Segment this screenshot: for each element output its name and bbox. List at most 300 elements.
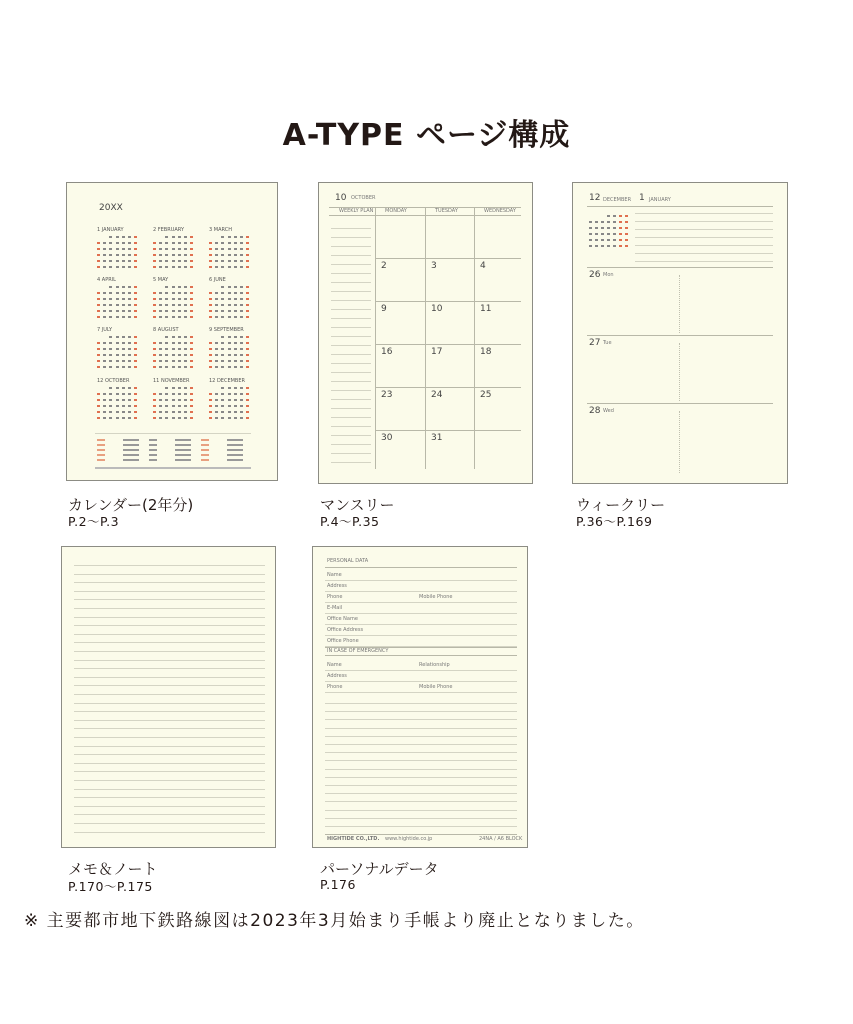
weekly-page-thumbnail [572, 182, 788, 484]
monthly-plan-line [331, 399, 371, 400]
calendar-month-label: 8 AUGUST [153, 327, 179, 333]
weekly-minical-day [619, 239, 622, 241]
calendar-day-mark [221, 354, 224, 356]
calendar-day-mark [165, 336, 168, 338]
monthly-plan-line [331, 345, 371, 346]
calendar-day-mark [178, 298, 181, 300]
calendar-day-mark [228, 405, 231, 407]
calendar-day-mark [246, 292, 249, 294]
calendar-day-mark [215, 292, 218, 294]
calendar-day-mark [221, 242, 224, 244]
calendar-day-mark [172, 348, 175, 350]
calendar-day-mark [116, 336, 119, 338]
personal-note-line [325, 736, 517, 737]
calendar-day-mark [221, 236, 224, 238]
calendar-day-mark [153, 405, 156, 407]
calendar-day-mark [209, 248, 212, 250]
personal-note-line [325, 818, 517, 819]
calendar-day-mark [153, 260, 156, 262]
calendar-day-mark [246, 387, 249, 389]
calendar-day-mark [109, 354, 112, 356]
weekly-minical-day [619, 215, 622, 217]
calendar-day-mark [234, 399, 237, 401]
calendar-day-mark [128, 405, 131, 407]
calendar-day-mark [103, 342, 106, 344]
calendar-day-mark [172, 399, 175, 401]
calendar-day-mark [221, 254, 224, 256]
calendar-day-mark [246, 236, 249, 238]
calendar-day-mark [97, 248, 100, 250]
weekly-minical-day [607, 227, 610, 229]
calendar-day-mark [97, 393, 100, 395]
calendar-day-mark [184, 417, 187, 419]
calendar-day-mark [172, 387, 175, 389]
calendar-day-mark [122, 342, 125, 344]
monthly-week-line [375, 301, 521, 302]
memo-line [74, 677, 265, 678]
calendar-day-mark [246, 286, 249, 288]
calendar-day-mark [103, 260, 106, 262]
weekly-head-right: 1 [639, 193, 645, 203]
calendar-day-mark [128, 236, 131, 238]
calendar-day-mark [215, 254, 218, 256]
calendar-day-mark [190, 242, 193, 244]
memo-line [74, 780, 265, 781]
calendar-day-mark [215, 360, 218, 362]
calendar-day-mark [240, 310, 243, 312]
calendar-day-mark [165, 387, 168, 389]
monthly-date: 3 [431, 261, 437, 271]
calendar-year: 20XX [99, 203, 123, 213]
weekly-minical-day [625, 245, 628, 247]
calendar-day-mark [103, 242, 106, 244]
calendar-day-mark [228, 399, 231, 401]
calendar-day-mark [209, 316, 212, 318]
calendar-day-mark [209, 360, 212, 362]
calendar-day-mark [172, 360, 175, 362]
calendar-day-mark [172, 242, 175, 244]
calendar-day-mark [184, 316, 187, 318]
calendar-day-mark [228, 304, 231, 306]
calendar-day-mark [215, 399, 218, 401]
personal-field-label: Phone [327, 594, 343, 600]
weekly-minical-day [613, 239, 616, 241]
calendar-day-mark [184, 266, 187, 268]
calendar-day-mark [159, 310, 162, 312]
weekly-minical-day [607, 215, 610, 217]
memo-line [74, 728, 265, 729]
calendar-day-mark [246, 304, 249, 306]
personal-field-line [325, 602, 517, 603]
calendar-day-mark [172, 310, 175, 312]
monthly-plan-line [331, 309, 371, 310]
calendar-day-mark [190, 316, 193, 318]
calendar-day-mark [128, 292, 131, 294]
calendar-holiday-mark [97, 454, 105, 456]
memo-line [74, 599, 265, 600]
calendar-holiday-mark [123, 444, 139, 446]
memo-line [74, 574, 265, 575]
calendar-day-mark [122, 304, 125, 306]
weekly-day-label: Wed [603, 408, 614, 414]
weekly-header-line [587, 206, 773, 207]
calendar-day-mark [97, 360, 100, 362]
weekly-minical-day [607, 239, 610, 241]
calendar-day-mark [128, 336, 131, 338]
memo-line [74, 694, 265, 695]
weekly-note-line [635, 213, 773, 214]
calendar-day-mark [103, 254, 106, 256]
weekly-minical-day [589, 239, 592, 241]
weekly-head-right-label: JANUARY [649, 197, 671, 203]
memo-line [74, 660, 265, 661]
monthly-week-line [375, 430, 521, 431]
calendar-day-mark [190, 236, 193, 238]
calendar-day-mark [109, 286, 112, 288]
calendar-day-mark [234, 393, 237, 395]
personal-field-line [325, 670, 517, 671]
calendar-day-mark [128, 411, 131, 413]
weekly-minical-day [601, 227, 604, 229]
personal-note-line [325, 785, 517, 786]
calendar-day-mark [246, 411, 249, 413]
calendar-day-mark [134, 393, 137, 395]
weekly-minical-day [595, 233, 598, 235]
weekly-note-line [635, 237, 773, 238]
calendar-day-mark [165, 236, 168, 238]
weekly-day-line [587, 403, 773, 404]
calendar-day-mark [209, 399, 212, 401]
calendar-day-mark [97, 292, 100, 294]
monthly-month-name: OCTOBER [351, 195, 376, 201]
calendar-day-mark [240, 316, 243, 318]
calendar-day-mark [103, 360, 106, 362]
calendar-day-mark [240, 292, 243, 294]
caption-weekly-title: ウィークリー [576, 496, 666, 514]
calendar-day-mark [103, 298, 106, 300]
calendar-day-mark [97, 342, 100, 344]
monthly-month-number: 10 [335, 193, 347, 203]
personal-field-line [325, 681, 517, 682]
calendar-holiday-mark [175, 459, 191, 461]
calendar-day-mark [97, 411, 100, 413]
weekly-minical-day [619, 221, 622, 223]
monthly-plan-line [331, 444, 371, 445]
calendar-day-mark [240, 254, 243, 256]
calendar-day-mark [165, 242, 168, 244]
calendar-day-mark [165, 248, 168, 250]
calendar-day-mark [190, 399, 193, 401]
calendar-day-mark [122, 236, 125, 238]
calendar-day-mark [228, 298, 231, 300]
calendar-day-mark [109, 316, 112, 318]
calendar-day-mark [209, 254, 212, 256]
calendar-day-mark [221, 336, 224, 338]
calendar-day-mark [122, 266, 125, 268]
calendar-day-mark [134, 366, 137, 368]
calendar-day-mark [97, 266, 100, 268]
memo-line [74, 617, 265, 618]
calendar-day-mark [165, 254, 168, 256]
calendar-day-mark [228, 286, 231, 288]
calendar-day-mark [172, 354, 175, 356]
monthly-date: 23 [381, 390, 393, 400]
calendar-day-mark [221, 316, 224, 318]
calendar-day-mark [172, 417, 175, 419]
calendar-day-mark [240, 260, 243, 262]
calendar-day-mark [178, 354, 181, 356]
calendar-day-mark [122, 242, 125, 244]
calendar-day-mark [109, 417, 112, 419]
calendar-day-mark [240, 411, 243, 413]
calendar-day-mark [246, 405, 249, 407]
calendar-day-mark [240, 304, 243, 306]
calendar-day-mark [234, 417, 237, 419]
monthly-week-line [375, 344, 521, 345]
caption-monthly-title: マンスリー [320, 496, 395, 514]
calendar-day-mark [184, 360, 187, 362]
calendar-holiday-mark [201, 459, 209, 461]
calendar-day-mark [178, 393, 181, 395]
calendar-day-mark [240, 336, 243, 338]
calendar-day-mark [153, 348, 156, 350]
calendar-day-mark [116, 236, 119, 238]
calendar-day-mark [221, 393, 224, 395]
monthly-date: 2 [381, 261, 387, 271]
monthly-plan-line [331, 336, 371, 337]
weekly-minical-day [589, 245, 592, 247]
calendar-day-mark [122, 348, 125, 350]
calendar-day-mark [109, 310, 112, 312]
calendar-day-mark [109, 260, 112, 262]
weekly-minical-day [607, 221, 610, 223]
monthly-plan-line [331, 390, 371, 391]
calendar-day-mark [246, 316, 249, 318]
calendar-month-label: 3 MARCH [209, 227, 232, 233]
calendar-day-mark [246, 310, 249, 312]
calendar-day-mark [234, 405, 237, 407]
calendar-day-mark [172, 393, 175, 395]
calendar-day-mark [116, 366, 119, 368]
personal-note-line [325, 777, 517, 778]
calendar-day-mark [178, 236, 181, 238]
calendar-day-mark [228, 236, 231, 238]
calendar-day-mark [234, 348, 237, 350]
calendar-day-mark [240, 248, 243, 250]
calendar-day-mark [184, 286, 187, 288]
calendar-day-mark [209, 393, 212, 395]
calendar-day-mark [215, 248, 218, 250]
calendar-day-mark [109, 236, 112, 238]
calendar-day-mark [190, 393, 193, 395]
calendar-day-mark [178, 348, 181, 350]
calendar-day-mark [190, 266, 193, 268]
calendar-day-mark [134, 417, 137, 419]
monthly-plan-line [331, 426, 371, 427]
calendar-holiday-mark [201, 449, 209, 451]
calendar-day-mark [109, 342, 112, 344]
calendar-day-mark [134, 411, 137, 413]
calendar-month-label: 6 JUNE [209, 277, 226, 283]
calendar-day-mark [103, 399, 106, 401]
calendar-day-mark [153, 360, 156, 362]
calendar-day-mark [228, 342, 231, 344]
calendar-day-mark [190, 304, 193, 306]
calendar-day-mark [178, 260, 181, 262]
calendar-day-mark [172, 236, 175, 238]
calendar-day-mark [234, 236, 237, 238]
memo-line [74, 711, 265, 712]
calendar-day-mark [134, 316, 137, 318]
calendar-day-mark [246, 393, 249, 395]
monthly-plan-line [331, 237, 371, 238]
calendar-day-mark [184, 411, 187, 413]
calendar-footer-note-mark [95, 467, 251, 469]
personal-note-line [325, 728, 517, 729]
calendar-day-mark [240, 242, 243, 244]
calendar-day-mark [159, 292, 162, 294]
calendar-day-mark [153, 242, 156, 244]
calendar-day-mark [228, 292, 231, 294]
weekly-minical-day [625, 221, 628, 223]
calendar-day-mark [246, 242, 249, 244]
calendar-day-mark [172, 342, 175, 344]
calendar-day-mark [221, 266, 224, 268]
calendar-day-mark [184, 310, 187, 312]
weekly-minical-day [619, 233, 622, 235]
monthly-plan-line [331, 228, 371, 229]
calendar-day-mark [159, 366, 162, 368]
personal-emergency-field: Address [327, 673, 347, 679]
calendar-day-mark [221, 260, 224, 262]
calendar-day-mark [234, 366, 237, 368]
calendar-day-mark [116, 399, 119, 401]
calendar-day-mark [116, 242, 119, 244]
monthly-plan-line [331, 372, 371, 373]
calendar-holiday-mark [175, 449, 191, 451]
weekly-minical-day [619, 227, 622, 229]
calendar-day-mark [165, 304, 168, 306]
monthly-page-thumbnail [318, 182, 533, 484]
calendar-day-mark [122, 286, 125, 288]
calendar-holiday-mark [175, 439, 191, 441]
calendar-day-mark [122, 405, 125, 407]
weekly-minical-day [601, 239, 604, 241]
weekly-minical-day [607, 233, 610, 235]
calendar-holiday-mark [201, 454, 209, 456]
calendar-day-mark [209, 411, 212, 413]
calendar-day-mark [246, 348, 249, 350]
calendar-day-mark [165, 348, 168, 350]
monthly-plan-line [331, 264, 371, 265]
calendar-day-mark [221, 366, 224, 368]
personal-field-label: Office Name [327, 616, 358, 622]
calendar-day-mark [234, 354, 237, 356]
calendar-day-mark [128, 266, 131, 268]
calendar-holiday-mark [227, 459, 243, 461]
weekly-minical-day [613, 245, 616, 247]
calendar-day-mark [128, 242, 131, 244]
calendar-day-mark [134, 248, 137, 250]
calendar-day-mark [109, 348, 112, 350]
calendar-day-mark [190, 248, 193, 250]
calendar-day-mark [165, 417, 168, 419]
calendar-day-mark [184, 342, 187, 344]
monthly-date: 16 [381, 347, 393, 357]
weekly-minical-day [589, 227, 592, 229]
calendar-day-mark [246, 417, 249, 419]
monthly-column-header: WEDNESDAY [484, 208, 516, 214]
calendar-day-mark [221, 286, 224, 288]
calendar-day-mark [215, 366, 218, 368]
calendar-day-mark [109, 387, 112, 389]
calendar-day-mark [190, 336, 193, 338]
calendar-day-mark [165, 411, 168, 413]
calendar-holiday-mark [123, 454, 139, 456]
calendar-day-mark [97, 254, 100, 256]
calendar-holiday-mark [123, 439, 139, 441]
calendar-day-mark [184, 260, 187, 262]
personal-emergency-heading: IN CASE OF EMERGENCY [327, 648, 389, 654]
calendar-day-mark [153, 393, 156, 395]
calendar-day-mark [153, 266, 156, 268]
calendar-day-mark [128, 342, 131, 344]
calendar-day-mark [165, 292, 168, 294]
calendar-day-mark [153, 316, 156, 318]
calendar-day-mark [240, 266, 243, 268]
monthly-plan-line [331, 408, 371, 409]
calendar-month-label: 12 DECEMBER [209, 378, 245, 384]
caption-memo-pages: P.170～P.175 [68, 879, 153, 894]
calendar-day-mark [246, 298, 249, 300]
weekly-note-line [635, 229, 773, 230]
calendar-day-mark [234, 298, 237, 300]
calendar-day-mark [178, 310, 181, 312]
calendar-day-mark [109, 399, 112, 401]
calendar-day-mark [215, 266, 218, 268]
calendar-day-mark [234, 411, 237, 413]
weekly-note-line [635, 253, 773, 254]
calendar-holiday-mark [149, 459, 157, 461]
calendar-day-mark [153, 417, 156, 419]
monthly-date: 9 [381, 304, 387, 314]
weekly-minical-day [601, 221, 604, 223]
monthly-week-line [375, 387, 521, 388]
calendar-day-mark [228, 242, 231, 244]
calendar-day-mark [128, 254, 131, 256]
calendar-day-mark [184, 387, 187, 389]
caption-personal-pages: P.176 [320, 877, 356, 892]
personal-field-line [325, 624, 517, 625]
calendar-day-mark [184, 298, 187, 300]
calendar-day-mark [178, 411, 181, 413]
calendar-day-mark [159, 304, 162, 306]
calendar-day-mark [116, 310, 119, 312]
calendar-day-mark [109, 366, 112, 368]
monthly-date: 10 [431, 304, 443, 314]
memo-line [74, 806, 265, 807]
calendar-day-mark [209, 405, 212, 407]
calendar-month-label: 9 SEPTEMBER [209, 327, 244, 333]
calendar-day-mark [109, 242, 112, 244]
calendar-day-mark [103, 310, 106, 312]
calendar-day-mark [234, 304, 237, 306]
personal-mobile-label: Mobile Phone [419, 594, 453, 600]
calendar-day-mark [165, 399, 168, 401]
calendar-day-mark [103, 292, 106, 294]
weekly-day-divider [679, 275, 680, 333]
calendar-day-mark [234, 336, 237, 338]
